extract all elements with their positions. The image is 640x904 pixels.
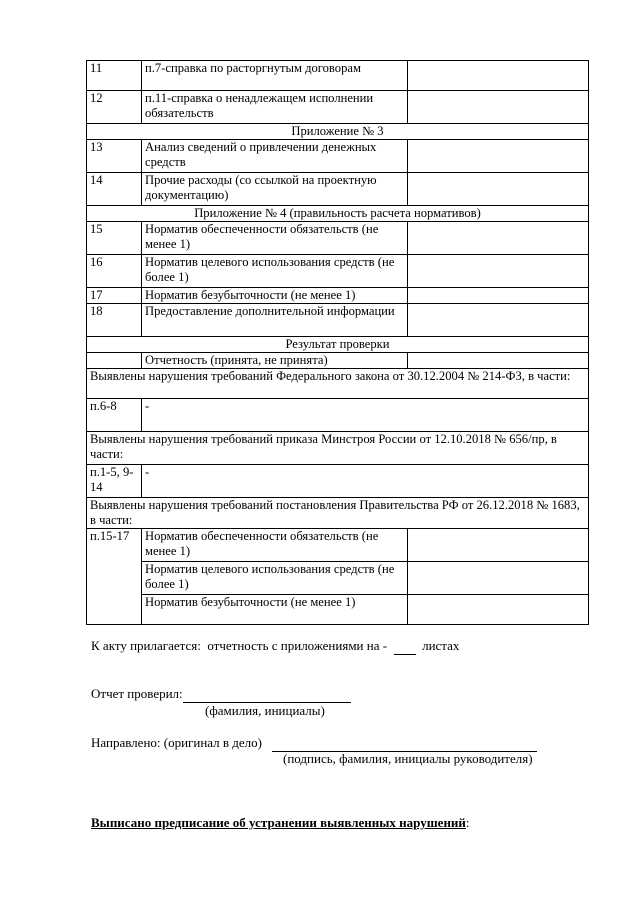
order-line [91, 815, 470, 831]
row-description: Анализ сведений о привлечении денежных средств [142, 140, 408, 173]
sent-line [91, 735, 537, 752]
violation-ref: п.1-5, 9-14 [87, 465, 142, 498]
violation-detail-row [87, 465, 589, 498]
row-description: Норматив целевого использования средств (не более 1) [142, 255, 408, 288]
government-header: Выявлены нарушения требований постановления Правительства РФ от 26.12.2018 № 1683, в части: [87, 498, 589, 529]
table-row [87, 91, 589, 124]
reporting-empty-cell [87, 353, 142, 369]
row-value-cell[interactable] [408, 304, 589, 337]
government-value-cell[interactable] [408, 562, 589, 595]
checked-signature-field[interactable] [183, 686, 351, 703]
row-description: Прочие расходы (со ссылкой на проектную документацию) [142, 173, 408, 206]
government-item: Норматив обеспеченности обязательств (не менее 1) [142, 529, 408, 562]
row-value-cell[interactable] [408, 140, 589, 173]
row-description: Норматив безубыточности (не менее 1) [142, 288, 408, 304]
row-description: Предоставление дополнительной информации [142, 304, 408, 337]
row-description: п.7-справка по расторгнутым договорам [142, 61, 408, 91]
row-number: 15 [87, 222, 142, 255]
checked-line [91, 686, 351, 703]
government-item: Норматив целевого использования средств (не более 1) [142, 562, 408, 595]
government-item-row [87, 529, 589, 562]
violation-header-row [87, 432, 589, 465]
government-item-row [87, 595, 589, 625]
violation-value: - [142, 399, 589, 432]
row-value-cell[interactable] [408, 255, 589, 288]
violation-header-row [87, 369, 589, 399]
order-title: Выписано предписание об устранении выявленных нарушений [91, 815, 466, 830]
reporting-value-cell[interactable] [408, 353, 589, 369]
row-number: 11 [87, 61, 142, 91]
section-title: Приложение № 3 [87, 124, 589, 140]
checklist-table [86, 60, 589, 625]
violation-ref: п.6-8 [87, 399, 142, 432]
sent-label: Направлено: (оригинал в дело) [91, 735, 262, 750]
result-header: Результат проверки [87, 337, 589, 353]
violation-detail-row [87, 399, 589, 432]
table-row [87, 61, 589, 91]
government-value-cell[interactable] [408, 529, 589, 562]
government-item: Норматив безубыточности (не менее 1) [142, 595, 408, 625]
table-row [87, 304, 589, 337]
reporting-row [87, 353, 589, 369]
row-description: Норматив обеспеченности обязательств (не менее 1) [142, 222, 408, 255]
checked-hint: (фамилия, инициалы) [205, 703, 325, 718]
attachment-line [91, 638, 459, 655]
section-title: Приложение № 4 (правильность расчета нормативов) [87, 206, 589, 222]
government-value-cell[interactable] [408, 595, 589, 625]
violation-header: Выявлены нарушения требований приказа Минстроя России от 12.10.2018 № 656/пр, в части: [87, 432, 589, 465]
row-number: 13 [87, 140, 142, 173]
row-value-cell[interactable] [408, 61, 589, 91]
government-header-row [87, 498, 589, 529]
reporting-label: Отчетность (принята, не принята) [142, 353, 408, 369]
order-colon: : [465, 815, 470, 830]
attachment-text: отчетность с приложениями на - [207, 638, 388, 653]
section-row [87, 206, 589, 222]
row-number: 14 [87, 173, 142, 206]
violation-header: Выявлены нарушения требований Федерального закона от 30.12.2004 № 214-ФЗ, в части: [87, 369, 589, 399]
table-row [87, 255, 589, 288]
row-value-cell[interactable] [408, 91, 589, 124]
row-number: 12 [87, 91, 142, 124]
row-value-cell[interactable] [408, 222, 589, 255]
violation-value: - [142, 465, 589, 498]
row-description: п.11-справка о ненадлежащем исполнении обязательств [142, 91, 408, 124]
row-value-cell[interactable] [408, 173, 589, 206]
row-value-cell[interactable] [408, 288, 589, 304]
sheets-count-field[interactable] [394, 638, 416, 655]
sent-hint: (подпись, фамилия, инициалы руководителя) [283, 751, 533, 766]
section-row [87, 124, 589, 140]
table-row [87, 222, 589, 255]
row-number: 17 [87, 288, 142, 304]
row-number: 18 [87, 304, 142, 337]
checked-label: Отчет проверил: [91, 686, 183, 701]
table-row [87, 140, 589, 173]
row-number: 16 [87, 255, 142, 288]
government-ref: п.15-17 [87, 529, 142, 625]
government-item-row [87, 562, 589, 595]
result-header-row [87, 337, 589, 353]
table-row [87, 288, 589, 304]
sent-signature-field[interactable] [272, 735, 537, 752]
table-row [87, 173, 589, 206]
attachment-sheets: листах [422, 638, 460, 653]
attachment-label: К акту прилагается: [91, 638, 201, 653]
